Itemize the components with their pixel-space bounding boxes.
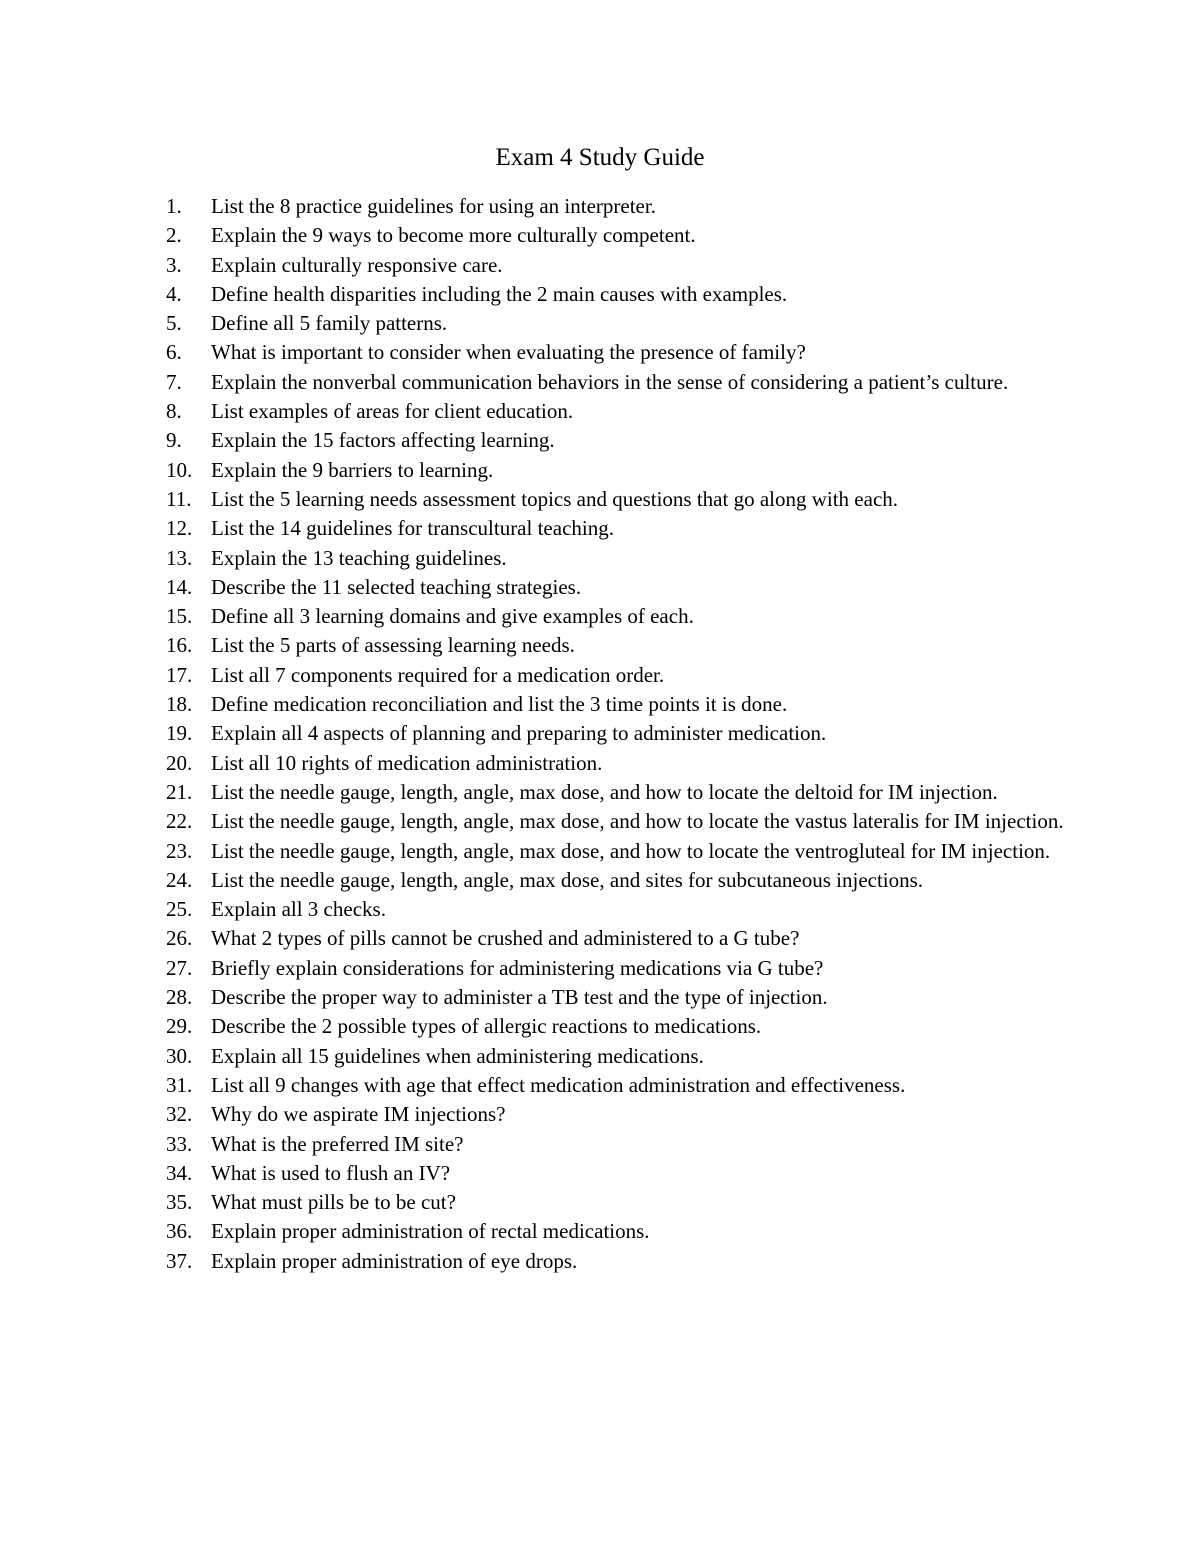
question-text: List all 9 changes with age that effect medication administration and effectiveness.	[211, 1072, 906, 1097]
question-text: List the 14 guidelines for transcultural teaching.	[211, 516, 614, 541]
question-item	[166, 485, 1066, 514]
question-text: Briefly explain considerations for administering medications via G tube?	[211, 955, 824, 980]
question-item	[166, 954, 1066, 983]
question-list	[166, 192, 1066, 1276]
question-number: 29.	[166, 1014, 193, 1039]
question-item	[166, 1159, 1066, 1188]
question-number: 6.	[166, 340, 182, 365]
question-text: What 2 types of pills cannot be crushed and administered to a G tube?	[211, 926, 800, 951]
question-item	[166, 514, 1066, 543]
question-number: 33.	[166, 1131, 193, 1156]
question-number: 27.	[166, 955, 193, 980]
question-number: 14.	[166, 574, 193, 599]
question-number: 17.	[166, 662, 193, 687]
question-item	[166, 661, 1066, 690]
question-item	[166, 192, 1066, 221]
question-text: Define all 5 family patterns.	[211, 311, 448, 336]
question-item	[166, 719, 1066, 748]
question-text: Explain all 4 aspects of planning and preparing to administer medication.	[211, 721, 827, 746]
question-item	[166, 690, 1066, 719]
question-number: 21.	[166, 779, 193, 804]
question-text: What is used to flush an IV?	[211, 1160, 451, 1185]
question-number: 3.	[166, 252, 182, 277]
question-text: List all 7 components required for a medication order.	[211, 662, 665, 687]
question-item	[166, 1217, 1066, 1246]
question-number: 23.	[166, 838, 193, 863]
question-number: 34.	[166, 1160, 193, 1185]
question-text: What must pills be to be cut?	[211, 1190, 456, 1215]
question-item	[166, 544, 1066, 573]
question-item	[166, 807, 1066, 836]
question-text: Explain proper administration of rectal medications.	[211, 1219, 650, 1244]
question-item	[166, 602, 1066, 631]
question-item	[166, 866, 1066, 895]
question-number: 26.	[166, 926, 193, 951]
question-text: Explain the nonverbal communication behaviors in the sense of considering a patient’s culture.	[211, 369, 1009, 394]
question-number: 7.	[166, 369, 182, 394]
question-item	[166, 837, 1066, 866]
question-text: Explain the 13 teaching guidelines.	[211, 545, 507, 570]
question-text: Define medication reconciliation and list the 3 time points it is done.	[211, 692, 788, 717]
question-item	[166, 280, 1066, 309]
question-number: 10.	[166, 457, 193, 482]
question-text: Explain all 3 checks.	[211, 897, 386, 922]
question-text: Define health disparities including the 2 main causes with examples.	[211, 281, 788, 306]
question-item	[166, 338, 1066, 367]
question-item	[166, 778, 1066, 807]
question-item	[166, 251, 1066, 280]
question-item	[166, 221, 1066, 250]
question-number: 30.	[166, 1043, 193, 1068]
question-item	[166, 1188, 1066, 1217]
question-text: Describe the 11 selected teaching strategies.	[211, 574, 582, 599]
question-item	[166, 1012, 1066, 1041]
question-number: 31.	[166, 1072, 193, 1097]
question-number: 28.	[166, 985, 193, 1010]
question-text: Describe the 2 possible types of allergic reactions to medications.	[211, 1014, 762, 1039]
question-item	[166, 368, 1066, 397]
question-item	[166, 456, 1066, 485]
question-number: 25.	[166, 897, 193, 922]
question-text: List the needle gauge, length, angle, max dose, and sites for subcutaneous injections.	[211, 867, 924, 892]
question-number: 5.	[166, 311, 182, 336]
question-text: List the needle gauge, length, angle, max dose, and how to locate the deltoid for IM injection.	[211, 779, 998, 804]
question-text: List the 5 learning needs assessment topics and questions that go along with each.	[211, 486, 899, 511]
question-number: 13.	[166, 545, 193, 570]
question-number: 2.	[166, 223, 182, 248]
question-text: List examples of areas for client education.	[211, 399, 574, 424]
question-number: 37.	[166, 1248, 193, 1273]
question-item	[166, 631, 1066, 660]
question-number: 32.	[166, 1102, 193, 1127]
question-text: Explain the 9 ways to become more culturally competent.	[211, 223, 696, 248]
question-item	[166, 924, 1066, 953]
question-number: 24.	[166, 867, 193, 892]
question-text: List the needle gauge, length, angle, max dose, and how to locate the vastus lateralis for IM injection.	[211, 809, 1064, 834]
question-text: Describe the proper way to administer a TB test and the type of injection.	[211, 985, 828, 1010]
question-number: 18.	[166, 692, 193, 717]
question-text: List all 10 rights of medication administration.	[211, 750, 603, 775]
question-text: Why do we aspirate IM injections?	[211, 1102, 506, 1127]
document-title: Exam 4 Study Guide	[495, 144, 705, 171]
question-text: What is important to consider when evaluating the presence of family?	[211, 340, 806, 365]
question-item	[166, 573, 1066, 602]
question-item	[166, 1042, 1066, 1071]
question-item	[166, 309, 1066, 338]
question-number: 15.	[166, 604, 193, 629]
question-text: Explain culturally responsive care.	[211, 252, 503, 277]
question-text: What is the preferred IM site?	[211, 1131, 464, 1156]
question-number: 35.	[166, 1190, 193, 1215]
question-item	[166, 426, 1066, 455]
question-number: 16.	[166, 633, 193, 658]
question-text: Explain all 15 guidelines when administering medications.	[211, 1043, 704, 1068]
question-item	[166, 983, 1066, 1012]
question-item	[166, 1071, 1066, 1100]
question-text: Explain the 9 barriers to learning.	[211, 457, 494, 482]
question-number: 19.	[166, 721, 193, 746]
question-number: 20.	[166, 750, 193, 775]
question-item	[166, 397, 1066, 426]
question-item	[166, 1100, 1066, 1129]
question-number: 36.	[166, 1219, 193, 1244]
question-item	[166, 1247, 1066, 1276]
question-text: List the 5 parts of assessing learning needs.	[211, 633, 575, 658]
question-text: List the needle gauge, length, angle, max dose, and how to locate the ventrogluteal for IM injection.	[211, 838, 1051, 863]
question-text: List the 8 practice guidelines for using an interpreter.	[211, 194, 656, 218]
question-number: 11.	[166, 486, 192, 511]
question-number: 22.	[166, 809, 193, 834]
question-item	[166, 895, 1066, 924]
question-number: 12.	[166, 516, 193, 541]
question-number: 8.	[166, 399, 182, 424]
question-number: 4.	[166, 281, 182, 306]
question-item	[166, 749, 1066, 778]
question-number: 9.	[166, 428, 182, 453]
question-text: Explain the 15 factors affecting learning.	[211, 428, 555, 453]
question-text: Explain proper administration of eye drops.	[211, 1248, 578, 1273]
question-item	[166, 1130, 1066, 1159]
question-text: Define all 3 learning domains and give examples of each.	[211, 604, 694, 629]
question-number: 1.	[166, 194, 182, 218]
